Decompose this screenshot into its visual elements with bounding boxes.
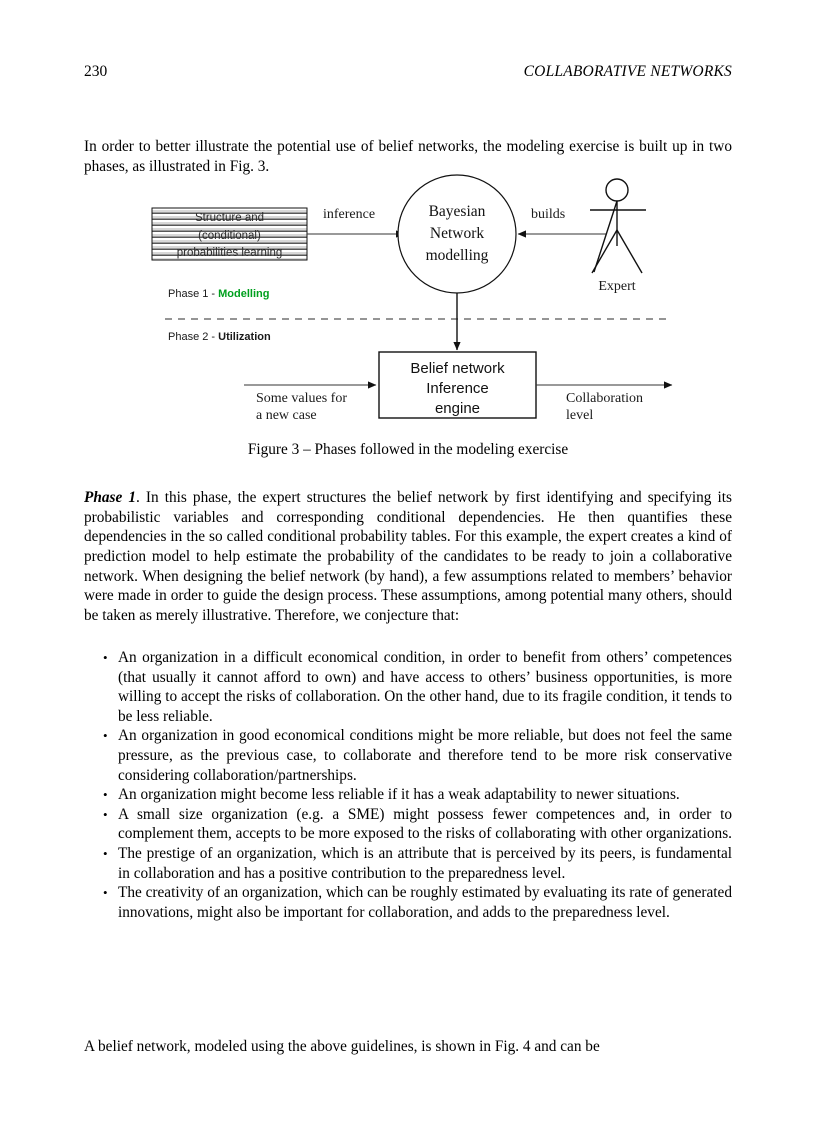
- engine-output-line1: Collaboration: [566, 391, 643, 406]
- bullet-marker-icon: •: [103, 787, 108, 803]
- learning-box-line3: probabilities learning: [176, 247, 283, 259]
- engine-output-line2: level: [566, 408, 594, 423]
- list-item: [84, 844, 732, 883]
- list-item-text: The creativity of an organization, which can be roughly estimated by evaluating its rate of generated innovations, might also be important for collaboration, and adds to the preparedness level.: [118, 884, 732, 921]
- engine-input-edge: [244, 385, 376, 423]
- builds-edge: [518, 207, 607, 234]
- bullet-marker-icon: •: [103, 885, 108, 901]
- bullet-marker-icon: •: [103, 650, 108, 665]
- list-item: [84, 785, 732, 805]
- phase1-body: . In this phase, the expert structures the belief network by first identifying and specifying its probabilistic variables and corresponding conditional dependencies. He then quantifies these dependencies in the so called conditional probability tables. For this example, the expert creates a kind of prediction model to help estimate the probability of the candidates to be ready to join a collaborative network. When designing the belief network (by hand), a few assumptions related to members’ behavior were made in order to guide the design process. These assumptions, among potential many others, should be taken as merely illustrative. Therefore, we conjecture that:: [84, 489, 732, 624]
- inference-edge: [307, 207, 404, 234]
- phase1-paragraph: [84, 488, 732, 625]
- bayesian-line3: modelling: [425, 247, 489, 264]
- phase-2-prefix: Phase 2 -: [168, 331, 219, 343]
- engine-input-line1: Some values for: [256, 391, 347, 406]
- phase-1-label: [168, 288, 269, 300]
- engine-line3: engine: [434, 400, 481, 417]
- list-item: [84, 805, 732, 844]
- page-number: 230: [84, 63, 108, 80]
- list-item-text: The prestige of an organization, which is an attribute that is perceived by its peers, is fundamental in collaboration and has a positive contribution to the preparedness level.: [118, 844, 732, 882]
- bullet-marker-icon: •: [103, 845, 108, 861]
- bullet-marker-icon: •: [103, 806, 108, 822]
- builds-edge-label: builds: [531, 207, 566, 222]
- running-head: [84, 62, 732, 82]
- closing-paragraph: A belief network, modeled using the above guidelines, is shown in Fig. 4 and can be: [84, 1038, 600, 1056]
- bayesian-line2: Network: [429, 225, 485, 242]
- bayesian-network-node: [398, 175, 516, 293]
- list-item: [84, 648, 732, 726]
- engine-output-edge: [536, 385, 672, 423]
- inference-engine-node: [379, 352, 536, 418]
- phase-1-name: Modelling: [218, 288, 270, 300]
- phase1-lead: Phase 1: [84, 489, 136, 507]
- intro-paragraph: In order to better illustrate the potential use of belief networks, the modeling exercise is built up in two phases, as illustrated in Fig. 3.: [84, 138, 732, 175]
- bayesian-line1: Bayesian: [428, 203, 486, 220]
- phase-1-prefix: Phase 1 -: [168, 288, 219, 300]
- list-item: [84, 726, 732, 785]
- list-item-text: An organization might become less reliable if it has a weak adaptability to newer situations.: [118, 786, 680, 804]
- engine-line2: Inference: [426, 380, 489, 397]
- figure-caption: Figure 3 – Phases followed in the modeling exercise: [247, 441, 569, 458]
- list-item-text: A small size organization (e.g. a SME) might possess fewer competences and, in order to complement them, accepts to be more exposed to the risks of collaborating with other organizations.: [118, 805, 732, 843]
- learning-box-line1: Structure and: [194, 212, 265, 224]
- engine-input-line2: a new case: [256, 408, 317, 423]
- engine-line1: Belief network: [410, 360, 505, 377]
- learning-box-line2: (conditional): [198, 230, 261, 242]
- figure-3-diagram: [84, 168, 732, 430]
- learning-data-store: [152, 208, 307, 260]
- book-title: COLLABORATIVE NETWORKS: [523, 63, 732, 80]
- list-item: [84, 883, 732, 922]
- phase-2-name: Utilization: [218, 331, 271, 343]
- bullet-marker-icon: •: [103, 728, 108, 744]
- inference-edge-label: inference: [323, 207, 376, 222]
- expert-actor: [590, 179, 646, 273]
- list-item-text: An organization in good economical conditions might be more reliable, but does not feel the same pressure, as the previous case, to collaborate and therefore tend to be more risk conservative considering collaboration/partnerships.: [118, 727, 732, 784]
- expert-actor-label: Expert: [598, 279, 636, 294]
- assumptions-list: [84, 648, 732, 922]
- phase-2-label: [168, 331, 271, 343]
- list-item-text: An organization in a difficult economical condition, in order to benefit from others’ competences (that usually it cannot afford to own) and have access to others’ business opportunities, is more willing to accept the risks of collaboration. On the other hand, due to its fragile condition, it tends to be less reliable.: [118, 649, 732, 725]
